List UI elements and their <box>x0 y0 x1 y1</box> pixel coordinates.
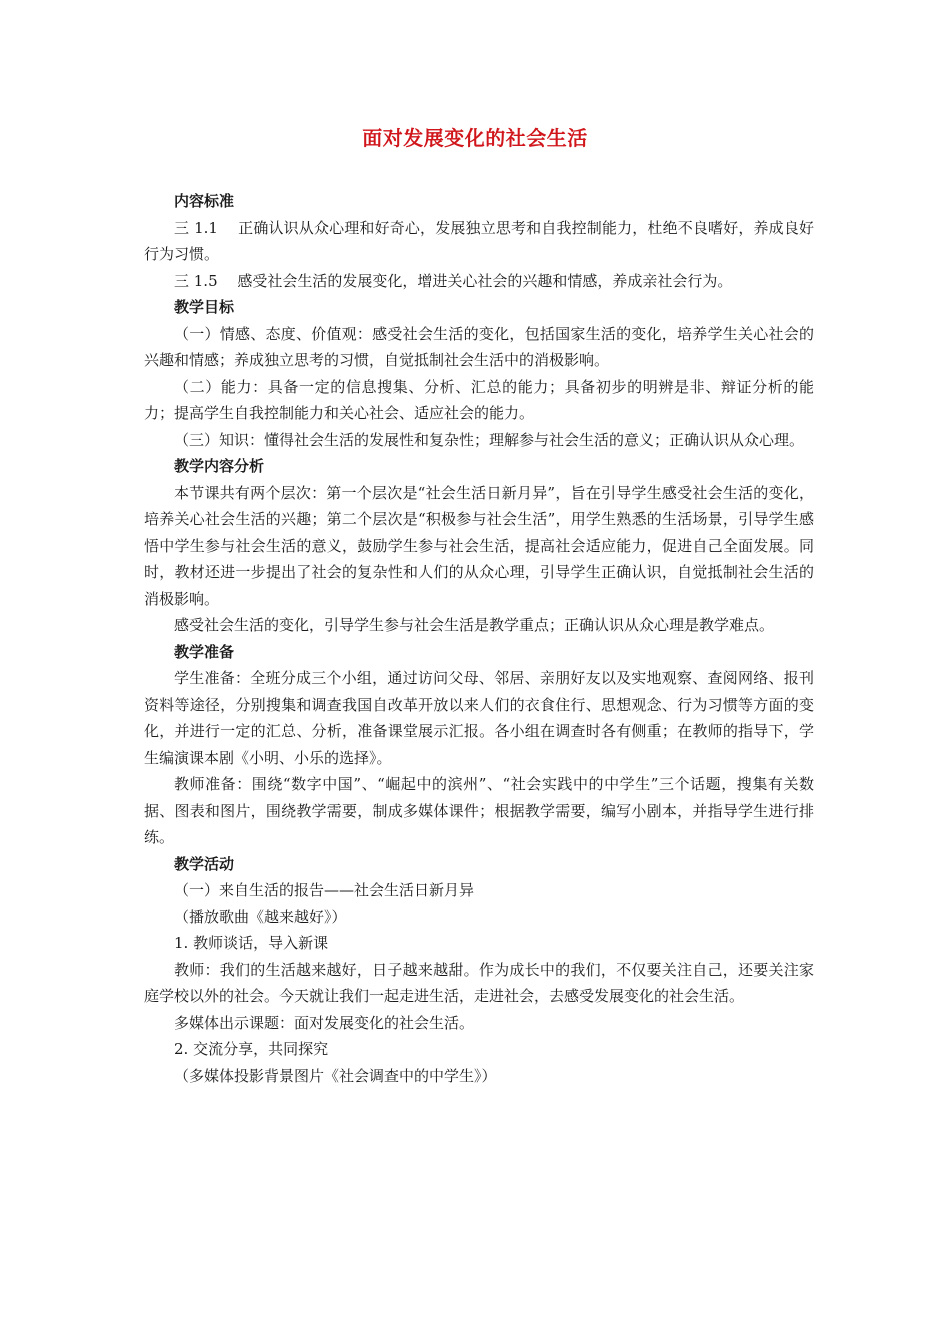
document-title: 面对发展变化的社会生活 <box>362 126 588 150</box>
paragraph: 感受社会生活的变化，引导学生参与社会生活是教学重点；正确认识从众心理是教学难点。 <box>174 616 775 634</box>
paragraph: 2. 交流分享，共同探究 <box>174 1040 329 1058</box>
paragraph: 1. 教师谈话，导入新课 <box>174 934 329 952</box>
paragraph: （播放歌曲《越来越好》） <box>174 907 347 926</box>
section-heading: 教学目标 <box>174 298 235 316</box>
paragraph: （三）知识：懂得社会生活的发展性和复杂性；理解参与社会生活的意义；正确认识从众心理。 <box>174 430 805 449</box>
paragraph: 学生准备：全班分成三个小组，通过访问父母、邻居、亲朋好友以及实地观察、查阅网络、报刊资料等途径，分别搜集和调查我国自改革开放以来人们的衣食住行、思想观念、行为习惯等方面的变化，并进行一定的汇总、分析，准备课堂展示汇报。各小组在调查时各有侧重；在教师的指导下，学生编演课本剧《小明、小乐的选择》。 <box>144 669 814 767</box>
paragraph: （多媒体投影背景图片《社会调查中的中学生》） <box>174 1066 497 1085</box>
paragraph: 三 1.5 感受社会生活的发展变化，增进关心社会的兴趣和情感，养成亲社会行为。 <box>174 271 733 290</box>
section-heading: 教学活动 <box>174 854 235 873</box>
section-heading: 教学内容分析 <box>174 457 265 475</box>
section-heading: 内容标准 <box>174 192 235 210</box>
paragraph: 三 1.1 正确认识从众心理和好奇心，发展独立思考和自我控制能力，杜绝不良嗜好，养成良好行为习惯。 <box>144 218 814 263</box>
paragraph: （一）情感、态度、价值观：感受社会生活的变化，包括国家生活的变化，培养学生关心社会的兴趣和情感；养成独立思考的习惯，自觉抵制社会生活中的消极影响。 <box>144 324 814 369</box>
paragraph: 教师：我们的生活越来越好，日子越来越甜。作为成长中的我们，不仅要关注自己，还要关注家庭学校以外的社会。今天就让我们一起走进生活，走进社会，去感受发展变化的社会生活。 <box>144 960 814 1005</box>
document-body <box>144 188 814 1089</box>
paragraph: 教师准备：围绕“数字中国”、“崛起中的滨州”、“社会实践中的中学生”三个话题，搜集有关数据、图表和图片，围绕教学需要，制成多媒体课件；根据教学需要，编写小剧本，并指导学生进行排练。 <box>144 775 814 846</box>
paragraph: 多媒体出示课题：面对发展变化的社会生活。 <box>174 1013 475 1032</box>
paragraph: 本节课共有两个层次：第一个层次是“社会生活日新月异”，旨在引导学生感受社会生活的变化，培养关心社会生活的兴趣；第二个层次是“积极参与社会生活”，用学生熟悉的生活场景，引导学生感悟中学生参与社会生活的意义，鼓励学生参与社会生活，提高社会适应能力，促进自己全面发展。同时，教材还进一步提出了社会的复杂性和人们的从众心理，引导学生正确认识，自觉抵制社会生活的消极影响。 <box>144 483 814 608</box>
paragraph: （二）能力：具备一定的信息搜集、分析、汇总的能力；具备初步的明辨是非、辩证分析的能力；提高学生自我控制能力和关心社会、适应社会的能力。 <box>144 377 814 422</box>
paragraph: （一）来自生活的报告——社会生活日新月异 <box>174 881 475 899</box>
section-heading: 教学准备 <box>174 642 235 661</box>
